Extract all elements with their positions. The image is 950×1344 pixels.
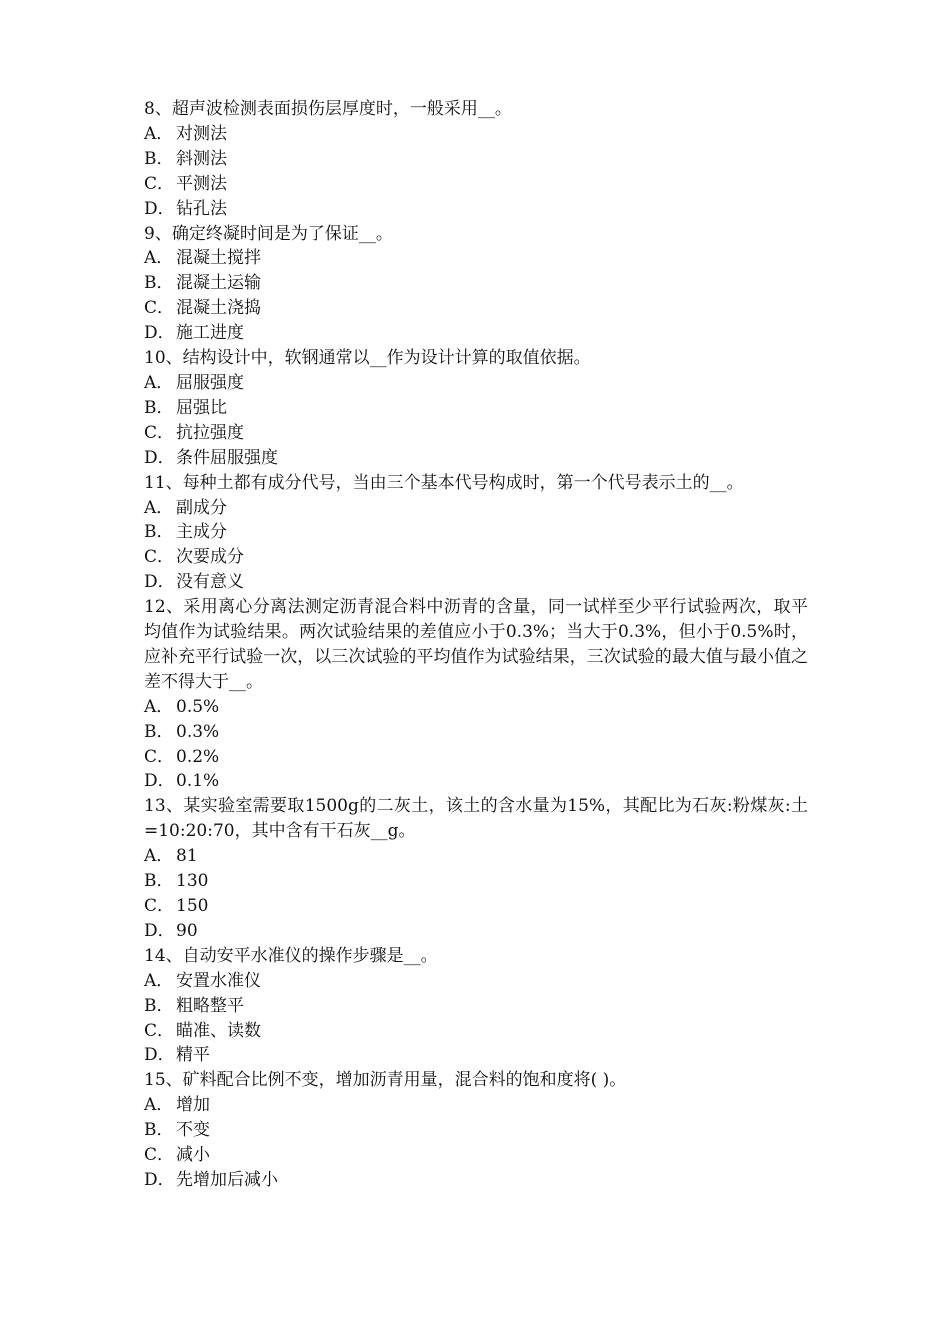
option-d: [144, 321, 808, 346]
option-text: 屈强比: [176, 397, 227, 418]
option-text: 副成分: [176, 497, 227, 518]
option-text: 次要成分: [176, 547, 244, 568]
option-d: [144, 197, 808, 222]
option-label: A．: [144, 696, 174, 717]
option-text: 0.3%: [176, 721, 220, 742]
option-a: [144, 844, 808, 869]
option-text: 粗略整平: [176, 995, 244, 1016]
option-text: 90: [176, 920, 198, 941]
document-page: [144, 97, 808, 1193]
option-b: [144, 271, 808, 296]
option-text: 81: [176, 846, 198, 867]
option-text: 混凝土浇捣: [176, 298, 261, 319]
option-d: [144, 570, 808, 595]
option-label: D．: [144, 198, 175, 219]
option-b: [144, 1118, 808, 1143]
question-text: 13、某实验室需要取1500g的二灰土，该土的含水量为15%，其配比为石灰:粉煤灰:土=10:20:70，其中含有干石灰__g。: [144, 796, 808, 842]
option-text: 混凝土运输: [176, 273, 261, 294]
option-text: 150: [176, 896, 209, 916]
option-text: 增加: [176, 1095, 210, 1116]
option-text: 精平: [176, 1045, 210, 1066]
question-text: 8、超声波检测表面损伤层厚度时，一般采用__。: [144, 99, 512, 119]
option-label: C．: [144, 1145, 175, 1166]
option-text: 条件屈服强度: [176, 447, 278, 468]
option-label: A．: [144, 372, 174, 393]
option-text: 0.5%: [176, 696, 220, 717]
option-label: D．: [144, 771, 175, 792]
option-label: A．: [144, 1095, 174, 1116]
option-label: C．: [144, 1020, 175, 1041]
option-a: [144, 246, 808, 271]
option-label: B．: [144, 397, 174, 418]
option-d: [144, 446, 808, 471]
option-b: [144, 994, 808, 1019]
option-b: [144, 396, 808, 421]
option-text: 先增加后减小: [176, 1169, 278, 1190]
option-label: C．: [144, 298, 175, 319]
option-b: [144, 147, 808, 172]
option-d: [144, 769, 808, 794]
option-text: 没有意义: [176, 572, 244, 593]
option-text: 抗拉强度: [176, 422, 244, 443]
option-label: C．: [144, 422, 175, 443]
question-text: 11、每种土都有成分代号，当由三个基本代号构成时，第一个代号表示土的__。: [144, 472, 744, 493]
option-a: [144, 371, 808, 396]
option-label: A．: [144, 248, 174, 269]
option-label: D．: [144, 1045, 175, 1066]
option-c: [144, 1019, 808, 1044]
option-a: [144, 496, 808, 521]
option-text: 瞄准、读数: [176, 1020, 261, 1041]
option-label: C．: [144, 746, 175, 767]
option-b: [144, 720, 808, 745]
option-text: 对测法: [176, 123, 227, 144]
option-a: [144, 122, 808, 147]
option-label: D．: [144, 323, 175, 344]
option-text: 安置水准仪: [176, 970, 261, 991]
option-label: D．: [144, 920, 175, 941]
question-text: 10、结构设计中，软钢通常以__作为设计计算的取值依据。: [144, 348, 591, 369]
option-text: 混凝土搅拌: [176, 248, 261, 269]
option-c: [144, 894, 808, 919]
option-label: B．: [144, 1120, 174, 1141]
option-b: [144, 520, 808, 545]
option-a: [144, 1093, 808, 1118]
option-d: [144, 1043, 808, 1068]
option-label: B．: [144, 148, 174, 169]
option-label: D．: [144, 447, 175, 468]
question-text: 14、自动安平水准仪的操作步骤是__。: [144, 945, 438, 966]
option-label: A．: [144, 970, 174, 991]
option-text: 主成分: [176, 522, 227, 543]
option-label: C．: [144, 547, 175, 568]
option-label: B．: [144, 871, 174, 892]
option-label: A．: [144, 497, 174, 518]
option-b: [144, 869, 808, 894]
question-text: 9、确定终凝时间是为了保证__。: [144, 223, 393, 244]
option-text: 斜测法: [176, 148, 227, 169]
option-label: A．: [144, 846, 174, 867]
option-c: [144, 545, 808, 570]
option-c: [144, 421, 808, 446]
option-label: C．: [144, 173, 175, 194]
option-d: [144, 1168, 808, 1193]
option-label: B．: [144, 995, 174, 1016]
question-text: 12、采用离心分离法测定沥青混合料中沥青的含量，同一试样至少平行试验两次，取平均值作为试验结果。两次试验结果的差值应小于0.3%；当大于0.3%，但小于0.5%时，应补充平行试验一次，以三次试验的平均值作为试验结果，三次试验的最大值与最小值之差不得大于__。: [144, 597, 808, 692]
option-label: B．: [144, 721, 174, 742]
option-label: B．: [144, 273, 174, 294]
option-text: 屈服强度: [176, 372, 244, 393]
option-a: [144, 969, 808, 994]
option-label: B．: [144, 522, 174, 543]
option-text: 平测法: [176, 173, 227, 194]
option-text: 130: [176, 871, 209, 892]
option-text: 减小: [176, 1145, 210, 1166]
option-label: C．: [144, 896, 175, 916]
option-text: 0.1%: [176, 771, 220, 792]
option-text: 不变: [176, 1120, 210, 1141]
option-text: 钻孔法: [176, 198, 227, 219]
option-c: [144, 296, 808, 321]
option-label: D．: [144, 572, 175, 593]
option-c: [144, 172, 808, 197]
option-c: [144, 745, 808, 770]
option-label: D．: [144, 1169, 175, 1190]
question-text: 15、矿料配合比例不变，增加沥青用量，混合料的饱和度将( )。: [144, 1070, 627, 1091]
option-label: A．: [144, 123, 174, 144]
option-c: [144, 1143, 808, 1168]
option-text: 0.2%: [176, 746, 220, 767]
option-d: [144, 919, 808, 944]
option-text: 施工进度: [176, 323, 244, 344]
option-a: [144, 695, 808, 720]
